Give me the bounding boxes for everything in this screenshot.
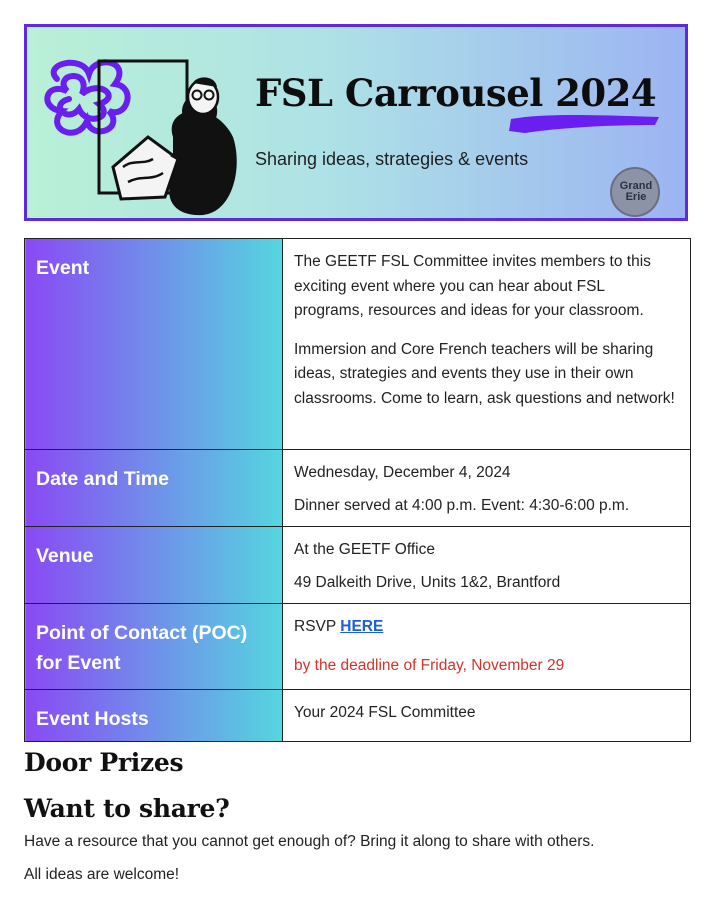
row-label: Date and Time: [25, 450, 283, 527]
banner-subtitle: Sharing ideas, strategies & events: [255, 149, 529, 169]
event-date: Wednesday, December 4, 2024: [294, 464, 511, 481]
row-value: [283, 450, 691, 527]
welcome-text: All ideas are welcome!: [24, 866, 180, 883]
row-label: Venue: [25, 527, 283, 604]
person-reading-illustration: [93, 47, 243, 217]
table-row-venue: [25, 527, 691, 604]
venue-address: 49 Dalkeith Drive, Units 1&2, Brantford: [294, 573, 561, 591]
event-description: The GEETF FSL Committee invites members to this exciting event where you can hear about FSL programs, resources and ideas for your classroom.: [294, 253, 651, 319]
row-value: [283, 690, 691, 742]
door-prizes-heading: Door Prizes: [24, 748, 184, 777]
row-label: Event Hosts: [25, 690, 283, 742]
rsvp-line: [294, 615, 678, 640]
row-label: Event: [25, 239, 283, 450]
event-description-2: Immersion and Core French teachers will be sharing ideas, strategies and events they use in their own classrooms. Come to learn, ask questions and network!: [294, 340, 675, 407]
table-row-contact: [25, 604, 691, 690]
event-details-table: [24, 238, 691, 742]
event-time: Dinner served at 4:00 p.m. Event: 4:30-6:00 p.m.: [294, 496, 630, 514]
rsvp-link[interactable]: HERE: [340, 618, 384, 635]
want-to-share-heading: Want to share?: [24, 794, 230, 823]
grand-erie-logo: [605, 167, 667, 215]
table-row-hosts: [25, 690, 691, 742]
event-hosts: Your 2024 FSL Committee: [294, 704, 476, 721]
venue-name: At the GEETF Office: [294, 541, 435, 558]
brush-stroke-decoration: [505, 111, 665, 139]
row-value: [283, 527, 691, 604]
row-label: Point of Contact (POC) for Event: [25, 604, 283, 690]
row-value: [283, 604, 691, 690]
logo-text-line1: Grand: [619, 180, 653, 192]
share-text: Have a resource that you cannot get enough of? Bring it along to share with others.: [24, 833, 595, 850]
table-row-date-time: [25, 450, 691, 527]
header-banner: [24, 24, 688, 221]
rsvp-prefix: RSVP: [294, 618, 341, 635]
banner-title: FSL Carrousel 2024: [255, 71, 657, 115]
row-value: [283, 239, 691, 450]
logo-text-line2: Erie: [625, 191, 647, 203]
table-row-event: [25, 239, 691, 450]
rsvp-deadline: by the deadline of Friday, November 29: [294, 656, 565, 674]
